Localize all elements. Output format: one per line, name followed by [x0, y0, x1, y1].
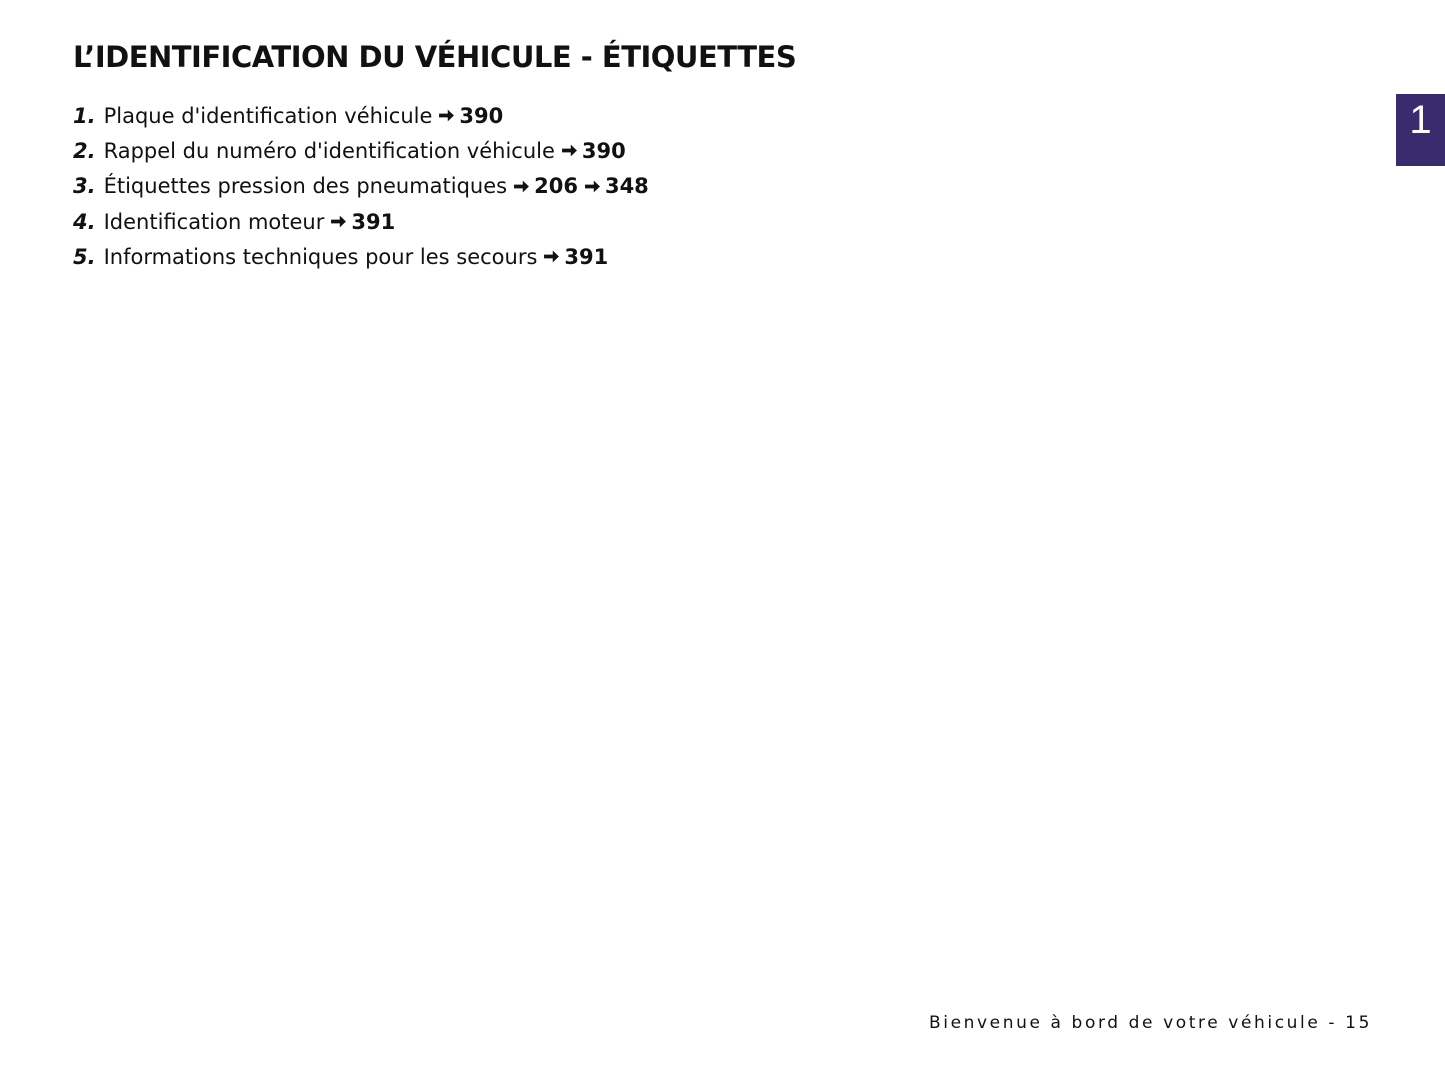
arrow-right-icon: [513, 178, 530, 195]
item-text: Étiquettes pression des pneumatiques: [103, 174, 508, 199]
page-reference-link[interactable]: [543, 245, 608, 269]
page-reference-number: 206: [534, 174, 578, 199]
arrow-right-icon: [584, 178, 601, 195]
arrow-right-icon: [438, 107, 455, 124]
item-text: Identification moteur: [103, 209, 325, 234]
page-reference-link[interactable]: [330, 210, 395, 234]
page-reference-link[interactable]: [584, 174, 649, 198]
list-item: [73, 133, 649, 168]
list-item: [73, 204, 649, 239]
item-number: 4.: [73, 209, 96, 234]
page-title: L’IDENTIFICATION DU VÉHICULE - ÉTIQUETTES: [73, 40, 797, 74]
page-reference-link[interactable]: [561, 139, 626, 163]
page-footer: Bienvenue à bord de votre véhicule - 15: [928, 1013, 1372, 1033]
list-item: [73, 98, 649, 133]
item-number: 5.: [73, 244, 96, 269]
item-text: Plaque d'identification véhicule: [103, 103, 433, 128]
item-text: Rappel du numéro d'identification véhicule: [103, 138, 555, 163]
item-number: 2.: [73, 138, 96, 163]
page-reference-link[interactable]: [438, 104, 503, 128]
page-reference-number: 390: [459, 103, 504, 128]
item-number: 1.: [73, 103, 96, 128]
item-number: 3.: [73, 174, 96, 199]
identification-list: [73, 98, 649, 274]
page-reference-number: 390: [581, 138, 626, 163]
item-text: Informations techniques pour les secours: [103, 244, 538, 269]
list-item: [73, 239, 649, 274]
page-reference-number: 391: [564, 244, 609, 269]
list-item: [73, 169, 649, 204]
arrow-right-icon: [561, 142, 578, 159]
page-reference-link[interactable]: [513, 174, 578, 198]
arrow-right-icon: [330, 213, 347, 230]
page-reference-number: 348: [604, 174, 649, 199]
arrow-right-icon: [543, 248, 560, 265]
chapter-tab[interactable]: 1: [1396, 94, 1445, 166]
page-reference-number: 391: [351, 209, 396, 234]
